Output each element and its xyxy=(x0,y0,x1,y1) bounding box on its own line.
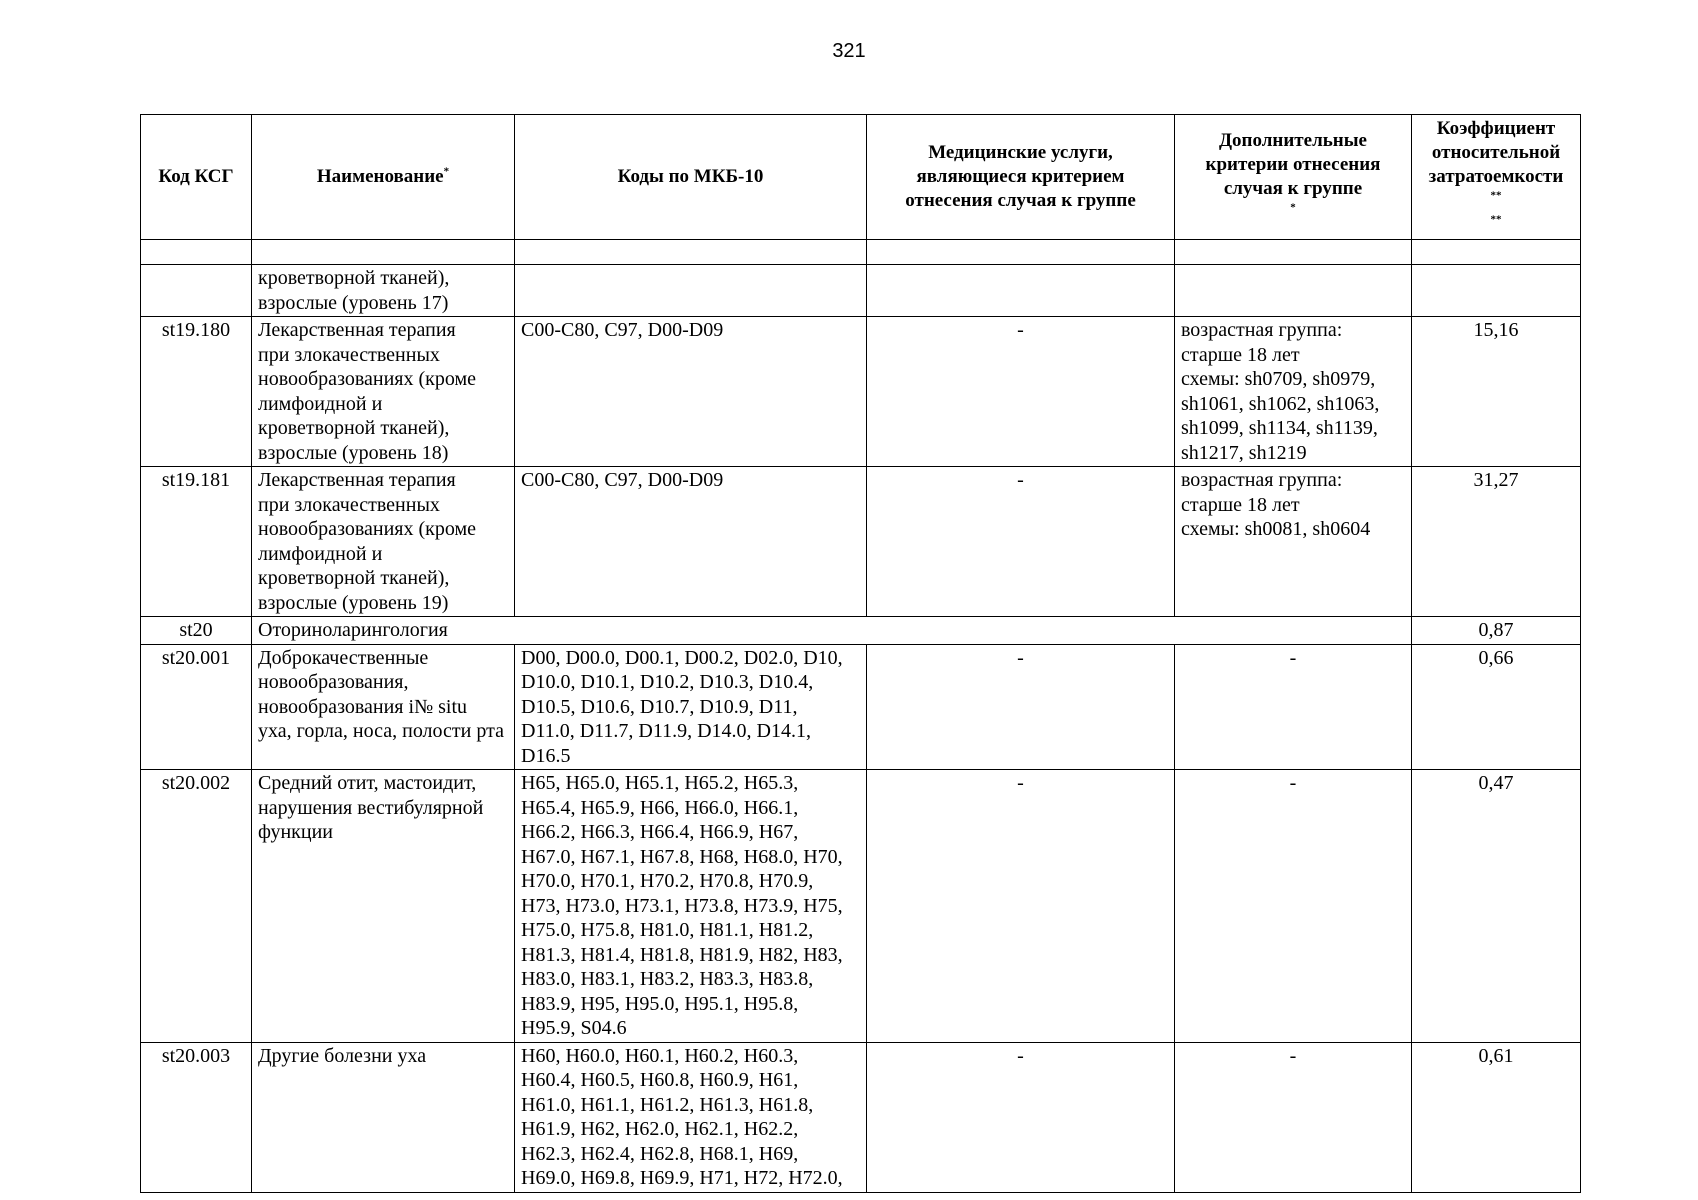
cell-coef: 0,61 xyxy=(1412,1042,1581,1192)
spacer-row xyxy=(141,240,1581,265)
text-line: уха, горла, носа, полости рта xyxy=(258,720,504,742)
text-line: H66.2, H66.3, H66.4, H66.9, H67, xyxy=(521,821,799,843)
cell-name xyxy=(252,1042,515,1192)
text-line: H83.0, H83.1, H83.2, H83.3, H83.8, xyxy=(521,968,814,990)
table-row xyxy=(141,467,1581,617)
text-line: схемы: sh0709, sh0979, xyxy=(1181,368,1376,390)
text-line: sh1099, sh1134, sh1139, xyxy=(1181,417,1378,439)
text-line: функции xyxy=(258,821,333,843)
cell-code: st20.001 xyxy=(141,644,252,770)
cell-icd xyxy=(515,1042,867,1192)
table-row xyxy=(141,644,1581,770)
text-line: новообразования i№ situ xyxy=(258,695,468,718)
text-line: кроветворной тканей), xyxy=(258,567,450,589)
text-line: взрослые (уровень 17) xyxy=(258,291,449,314)
cell-coef: 0,66 xyxy=(1412,644,1581,770)
text-line: лимфоидной и xyxy=(258,392,383,415)
text-line: - xyxy=(1289,646,1297,669)
text-line: H75.0, H75.8, H81.0, H81.1, H81.2, xyxy=(521,919,814,941)
text-line: H65.4, H65.9, H66, H66.0, H66.1, xyxy=(521,796,799,819)
text-line: лимфоидной и xyxy=(258,542,383,565)
text-line: Лекарственная терапия xyxy=(258,319,456,341)
text-line: взрослые (уровень 18) xyxy=(258,441,449,464)
text-line: H69.0, H69.8, H69.9, H71, H72, H72.0, xyxy=(521,1167,843,1189)
text-line: C00-C80, C97, D00-D09 xyxy=(521,469,724,491)
cell-icd xyxy=(515,317,867,467)
cell-code xyxy=(141,265,252,317)
text-line: H83.9, H95, H95.0, H95.1, H95.8, xyxy=(521,992,799,1015)
cell-coef xyxy=(1412,265,1581,317)
cell-coef: 15,16 xyxy=(1412,317,1581,467)
text-line: Доброкачественные xyxy=(258,646,429,669)
text-line: кроветворной тканей), xyxy=(258,417,450,439)
text-line: sh1217, sh1219 xyxy=(1181,441,1307,464)
text-line: H65, H65.0, H65.1, H65.2, H65.3, xyxy=(521,772,799,794)
header-code: Код КСГ xyxy=(141,115,252,240)
text-line: D00, D00.0, D00.1, D00.2, D02.0, D10, xyxy=(521,646,843,669)
text-line: D10.0, D10.1, D10.2, D10.3, D10.4, xyxy=(521,671,814,693)
cell-services: - xyxy=(867,644,1175,770)
cell-code: st20 xyxy=(141,617,252,645)
table-row xyxy=(141,265,1581,317)
ksg-table xyxy=(140,114,1581,1193)
header-icd: Коды по МКБ-10 xyxy=(515,115,867,240)
cell-code: st20.003 xyxy=(141,1042,252,1192)
text-line: Средний отит, мастоидит, xyxy=(258,772,477,794)
table-row xyxy=(141,770,1581,1043)
cell-services: - xyxy=(867,467,1175,617)
cell-services: - xyxy=(867,1042,1175,1192)
cell-services: - xyxy=(867,770,1175,1043)
header-coef: Коэффициент относительной затратоемкости ** ** xyxy=(1412,115,1581,240)
text-line: кроветворной тканей), xyxy=(258,267,450,289)
cell-icd xyxy=(515,770,867,1043)
header-criteria: Дополнительные критерии отнесения случая к группе * xyxy=(1175,115,1412,240)
cell-criteria xyxy=(1175,317,1412,467)
text-line: H61.9, H62, H62.0, H62.1, H62.2, xyxy=(521,1118,799,1140)
text-line: нарушения вестибулярной xyxy=(258,796,484,819)
page-number: 321 xyxy=(832,40,866,62)
text-line: H60.4, H60.5, H60.8, H60.9, H61, xyxy=(521,1069,799,1091)
text-line: C00-C80, C97, D00-D09 xyxy=(521,319,724,341)
cell-code: st20.002 xyxy=(141,770,252,1043)
header-row xyxy=(141,115,1581,240)
text-line: Другие болезни уха xyxy=(258,1044,427,1067)
footnote-mark: ** xyxy=(1490,189,1502,202)
table-row xyxy=(141,317,1581,467)
cell-criteria xyxy=(1175,1042,1412,1192)
text-line: новообразованиях (кроме xyxy=(258,368,477,390)
text-line: возрастная группа: xyxy=(1181,469,1343,491)
cell-code: st19.181 xyxy=(141,467,252,617)
cell-name xyxy=(252,644,515,770)
footnote-mark: * xyxy=(1290,201,1296,214)
text-line: H67.0, H67.1, H67.8, H68, H68.0, H70, xyxy=(521,845,843,868)
text-line: старше 18 лет xyxy=(1181,343,1300,366)
cell-criteria xyxy=(1175,770,1412,1043)
text-line: - xyxy=(1289,772,1297,794)
cell-icd xyxy=(515,467,867,617)
text-line: H95.9, S04.6 xyxy=(521,1017,627,1039)
text-line: H62.3, H62.4, H62.8, H68.1, H69, xyxy=(521,1142,799,1165)
text-line: - xyxy=(1289,1044,1297,1067)
cell-coef: 0,87 xyxy=(1412,617,1581,645)
cell-icd xyxy=(515,265,867,317)
text-line: D10.5, D10.6, D10.7, D10.9, D11, xyxy=(521,695,798,718)
cell-name xyxy=(252,770,515,1043)
cell-icd xyxy=(515,644,867,770)
text-line: H61.0, H61.1, H61.2, H61.3, H61.8, xyxy=(521,1093,814,1116)
cell-section-name: Оториноларингология xyxy=(252,617,1412,645)
text-line: взрослые (уровень 19) xyxy=(258,591,449,614)
cell-criteria xyxy=(1175,265,1412,317)
text-line: старше 18 лет xyxy=(1181,493,1300,516)
text-line: схемы: sh0081, sh0604 xyxy=(1181,518,1371,540)
cell-name xyxy=(252,317,515,467)
cell-criteria xyxy=(1175,644,1412,770)
text-line: H73, H73.0, H73.1, H73.8, H73.9, H75, xyxy=(521,894,843,917)
table-row xyxy=(141,1042,1581,1192)
cell-services xyxy=(867,265,1175,317)
text-line: D16.5 xyxy=(521,744,571,767)
cell-coef: 31,27 xyxy=(1412,467,1581,617)
text-line: H81.3, H81.4, H81.8, H81.9, H82, H83, xyxy=(521,943,843,966)
cell-criteria xyxy=(1175,467,1412,617)
footnote-mark: ** xyxy=(1490,213,1502,226)
header-services: Медицинские услуги, являющиеся критерием отнесения случая к группе xyxy=(867,115,1175,240)
text-line: при злокачественных xyxy=(258,343,440,366)
text-line: новообразования, xyxy=(258,671,409,693)
text-line: sh1061, sh1062, sh1063, xyxy=(1181,392,1380,415)
text-line: Лекарственная терапия xyxy=(258,469,456,491)
cell-name xyxy=(252,467,515,617)
cell-coef: 0,47 xyxy=(1412,770,1581,1043)
footnote-mark: * xyxy=(443,165,450,178)
header-name: Наименование* xyxy=(252,115,515,240)
text-line: D11.0, D11.7, D11.9, D14.0, D14.1, xyxy=(521,720,811,742)
cell-name xyxy=(252,265,515,317)
text-line: возрастная группа: xyxy=(1181,319,1343,341)
text-line: при злокачественных xyxy=(258,493,440,516)
cell-code: st19.180 xyxy=(141,317,252,467)
text-line: новообразованиях (кроме xyxy=(258,518,477,540)
text-line: H60, H60.0, H60.1, H60.2, H60.3, xyxy=(521,1044,799,1067)
table-row xyxy=(141,617,1581,645)
text-line: H70.0, H70.1, H70.2, H70.8, H70.9, xyxy=(521,870,814,892)
cell-services: - xyxy=(867,317,1175,467)
